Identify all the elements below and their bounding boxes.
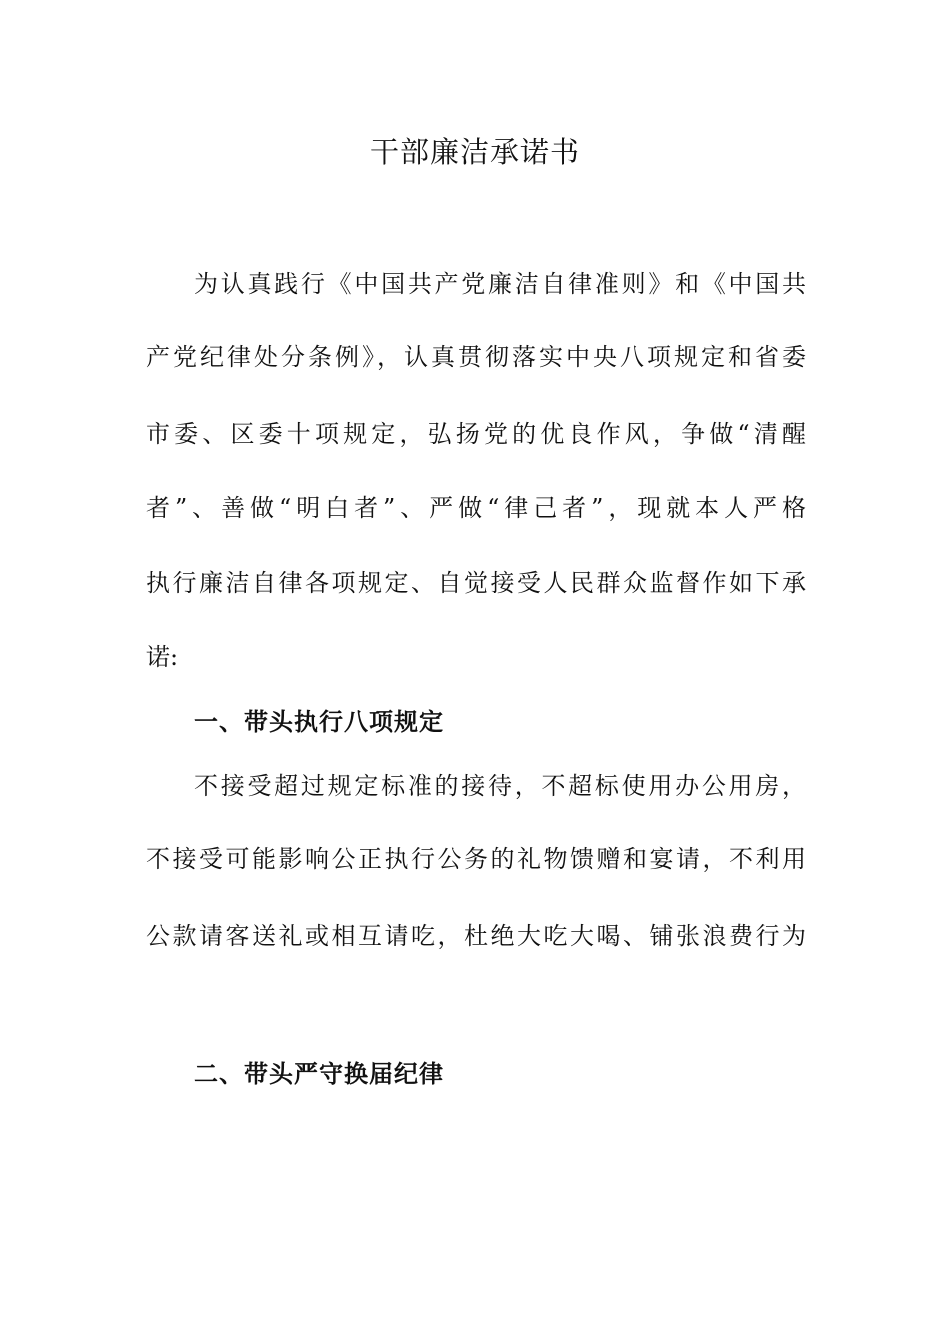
section-2-heading: 二、带头严守换届纪律: [194, 1060, 444, 1088]
section-1-heading: 一、带头执行八项规定: [194, 708, 444, 736]
document-title: 干部廉洁承诺书: [369, 135, 580, 169]
section-1-line-3: 公款请客送礼或相互请吃，杜绝大吃大喝、铺张浪费行为: [146, 922, 806, 950]
section-1-line-2: 不接受可能影响公正执行公务的礼物馈赠和宴请，不利用: [146, 845, 806, 873]
intro-line-6: 诺:: [146, 643, 179, 671]
intro-line-5: 执行廉洁自律各项规定、自觉接受人民群众监督作如下承: [146, 569, 806, 597]
intro-line-4: 者”、善做“明白者”、严做“律己者”，现就本人严格: [146, 494, 806, 522]
intro-line-2: 产党纪律处分条例》，认真贯彻落实中央八项规定和省委: [146, 343, 806, 371]
intro-line-1: 为认真践行《中国共产党廉洁自律准则》和《中国共: [194, 270, 806, 298]
section-1-line-1: 不接受超过规定标准的接待，不超标使用办公用房，: [194, 772, 806, 800]
intro-line-3: 市委、区委十项规定，弘扬党的优良作风，争做“清醒: [146, 420, 806, 448]
